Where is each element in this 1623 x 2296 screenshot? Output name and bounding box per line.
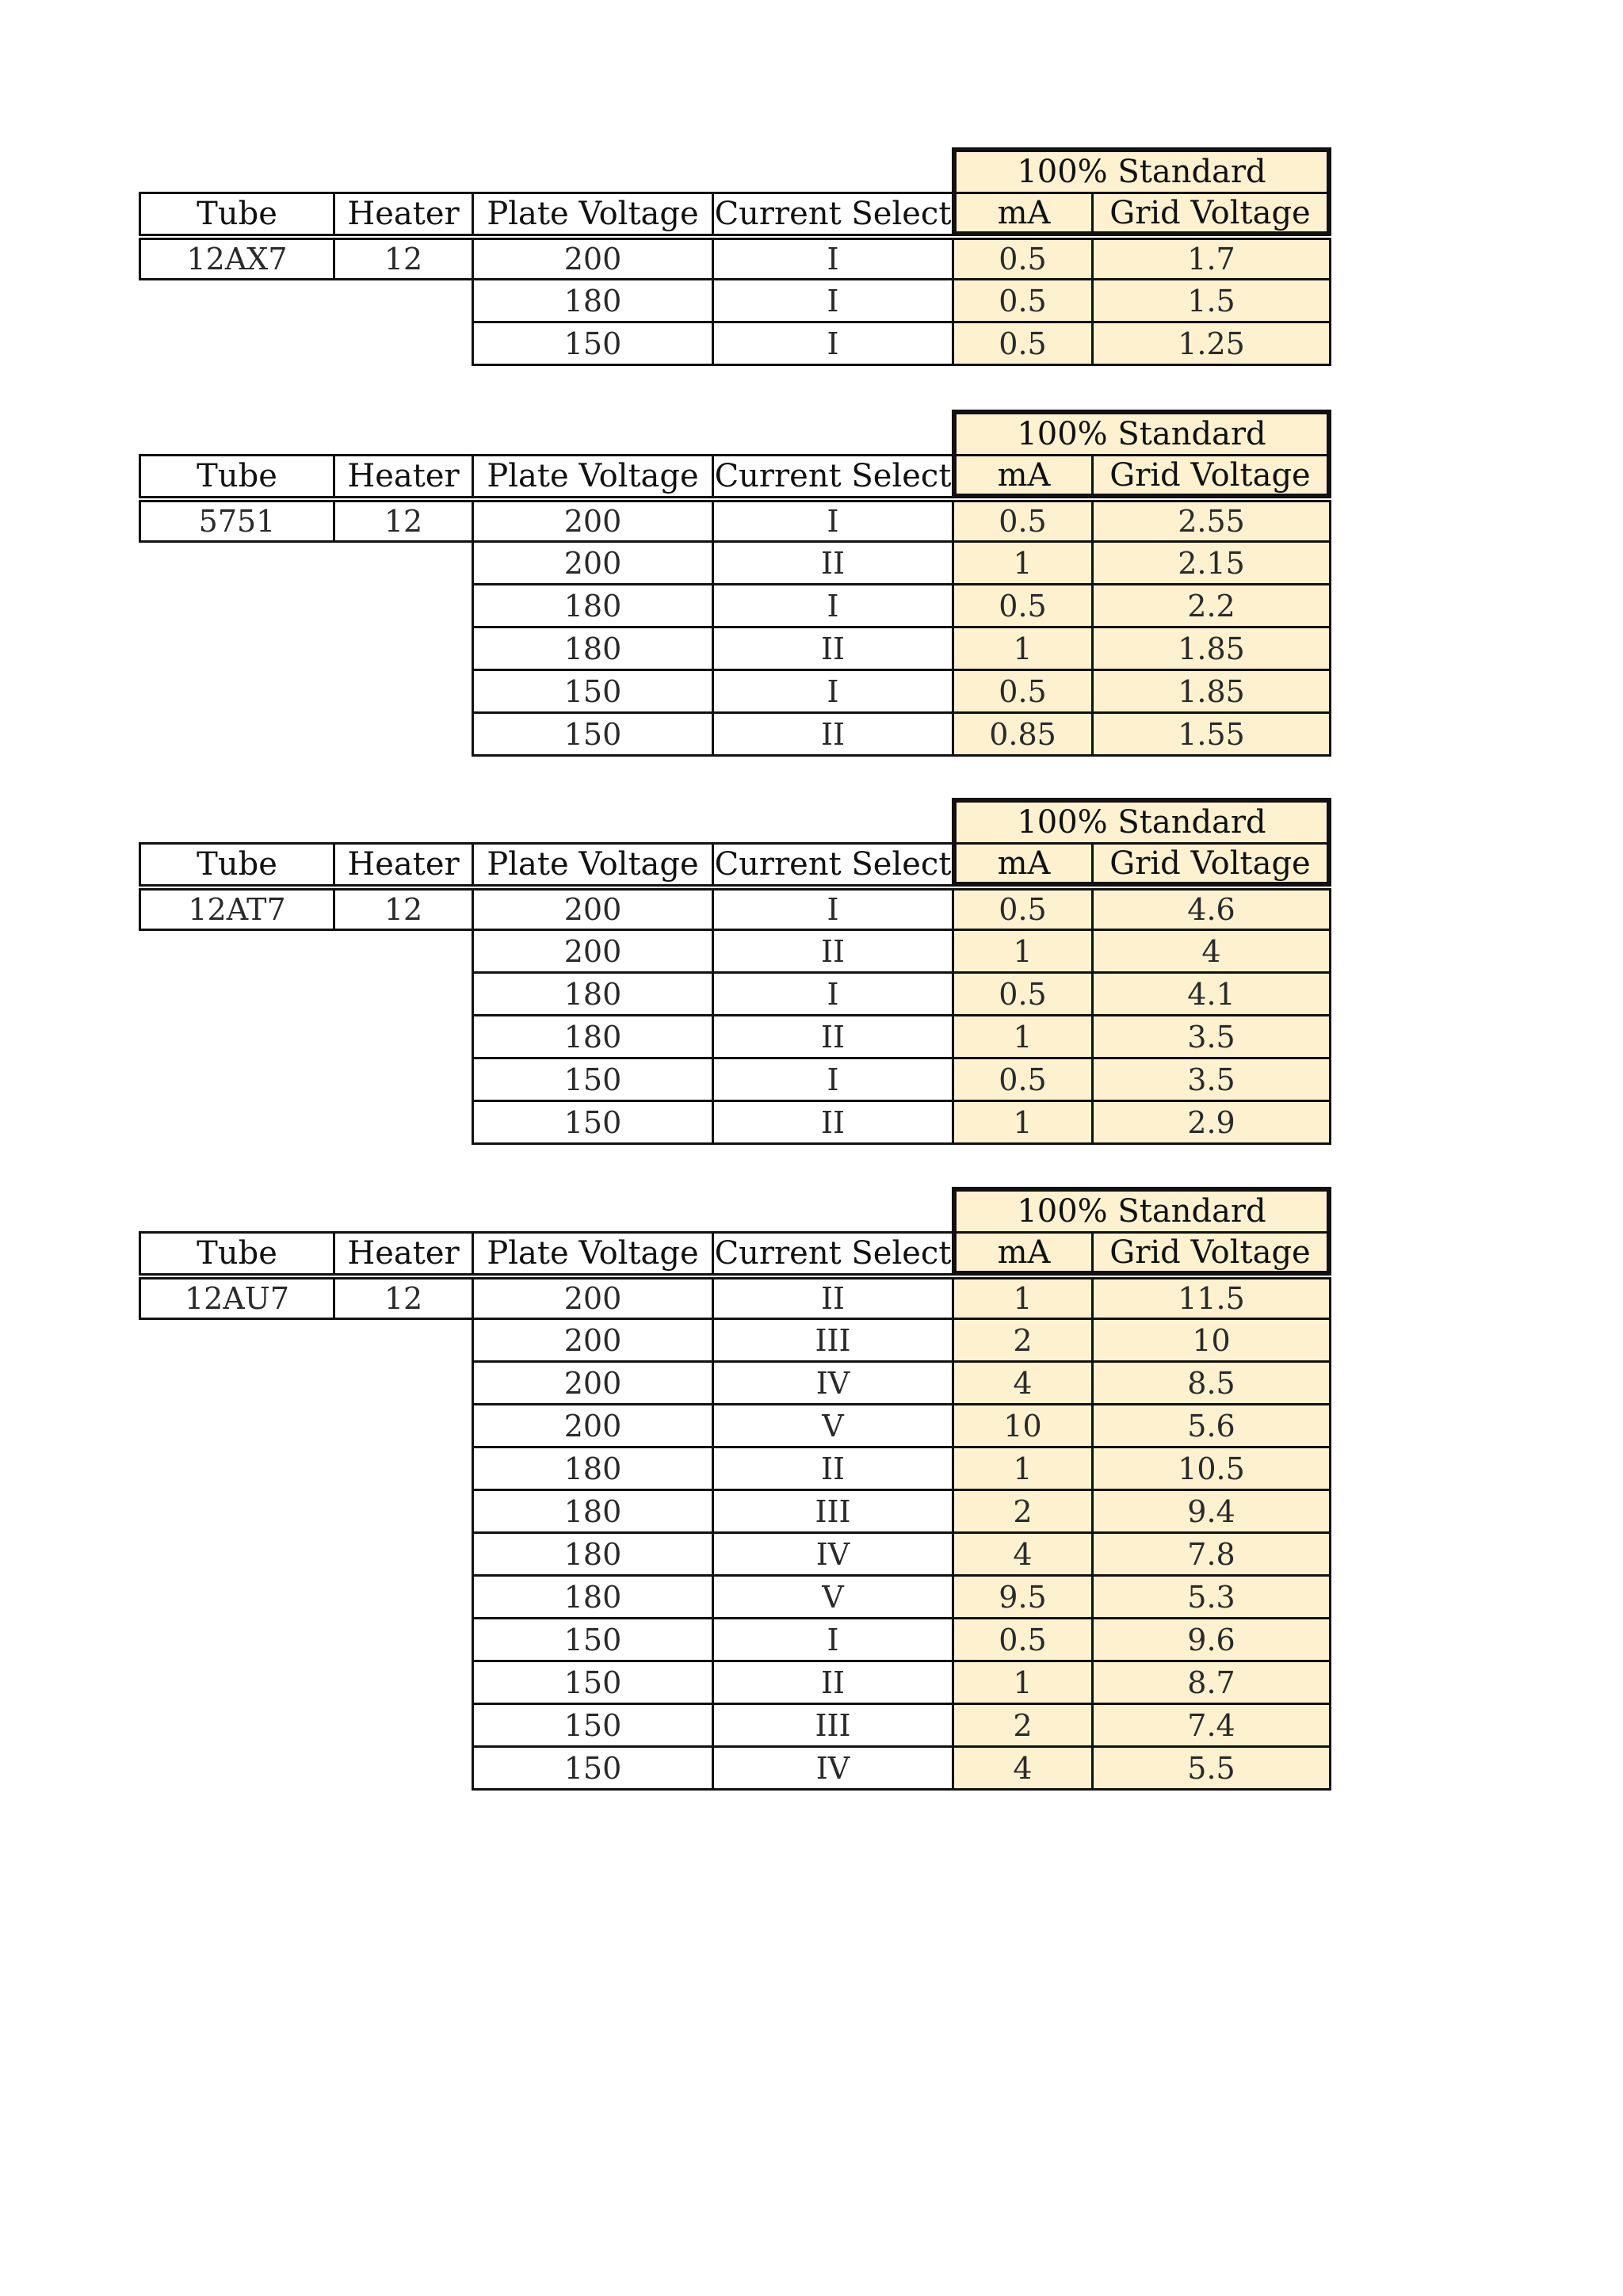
plate-voltage-cell: 180 (472, 585, 712, 628)
grid-voltage-cell: 1.85 (1091, 628, 1331, 671)
ma-cell: 9.5 (952, 1577, 1091, 1619)
ma-cell: 0.5 (952, 888, 1091, 931)
grid-voltage-cell: 11.5 (1091, 1277, 1331, 1320)
column-header-grid-voltage: Grid Voltage (1091, 192, 1331, 236)
heater-cell: 12 (333, 888, 472, 931)
current-select-cell: II (712, 628, 952, 671)
ma-cell: 4 (952, 1748, 1091, 1791)
column-header-heater: Heater (333, 842, 472, 887)
current-select-cell: II (712, 931, 952, 974)
plate-voltage-cell: 180 (472, 280, 712, 323)
column-header-ma: mA (952, 1231, 1091, 1276)
heater-cell: 12 (333, 500, 472, 543)
plate-voltage-cell: 200 (472, 931, 712, 974)
grid-voltage-cell: 10.5 (1091, 1448, 1331, 1491)
standard-header: 100% Standard (952, 410, 1331, 454)
grid-voltage-cell: 5.3 (1091, 1577, 1331, 1619)
column-header-grid-voltage: Grid Voltage (1091, 842, 1331, 887)
plate-voltage-cell: 150 (472, 1059, 712, 1102)
ma-cell: 2 (952, 1705, 1091, 1748)
ma-cell: 1 (952, 1277, 1091, 1320)
current-select-cell: II (712, 1448, 952, 1491)
current-select-cell: I (712, 671, 952, 714)
current-select-cell: II (712, 714, 952, 757)
grid-voltage-cell: 2.9 (1091, 1102, 1331, 1145)
plate-voltage-cell: 150 (472, 1102, 712, 1145)
grid-voltage-cell: 2.55 (1091, 500, 1331, 543)
ma-cell: 2 (952, 1491, 1091, 1534)
standard-header: 100% Standard (952, 147, 1331, 192)
grid-voltage-cell: 5.5 (1091, 1748, 1331, 1791)
current-select-cell: I (712, 500, 952, 543)
plate-voltage-cell: 200 (472, 500, 712, 543)
ma-cell: 4 (952, 1534, 1091, 1577)
ma-cell: 1 (952, 1016, 1091, 1059)
plate-voltage-cell: 150 (472, 671, 712, 714)
ma-cell: 0.85 (952, 714, 1091, 757)
column-header-current-select: Current Select (712, 1231, 952, 1276)
column-header-ma: mA (952, 192, 1091, 236)
current-select-cell: I (712, 238, 952, 280)
ma-cell: 0.5 (952, 323, 1091, 366)
plate-voltage-cell: 150 (472, 1705, 712, 1748)
column-header-heater: Heater (333, 454, 472, 498)
tube-cell: 12AT7 (139, 888, 333, 931)
current-select-cell: III (712, 1705, 952, 1748)
ma-cell: 0.5 (952, 1059, 1091, 1102)
ma-cell: 0.5 (952, 280, 1091, 323)
ma-cell: 0.5 (952, 974, 1091, 1016)
plate-voltage-cell: 200 (472, 888, 712, 931)
column-header-tube: Tube (139, 454, 333, 498)
ma-cell: 0.5 (952, 585, 1091, 628)
current-select-cell: II (712, 1662, 952, 1705)
current-select-cell: I (712, 323, 952, 366)
ma-cell: 2 (952, 1320, 1091, 1363)
grid-voltage-cell: 7.8 (1091, 1534, 1331, 1577)
heater-cell: 12 (333, 238, 472, 280)
grid-voltage-cell: 9.4 (1091, 1491, 1331, 1534)
grid-voltage-cell: 1.25 (1091, 323, 1331, 366)
grid-voltage-cell: 2.2 (1091, 585, 1331, 628)
current-select-cell: I (712, 1619, 952, 1662)
current-select-cell: II (712, 1102, 952, 1145)
grid-voltage-cell: 1.55 (1091, 714, 1331, 757)
plate-voltage-cell: 200 (472, 1320, 712, 1363)
plate-voltage-cell: 180 (472, 974, 712, 1016)
plate-voltage-cell: 200 (472, 1363, 712, 1405)
ma-cell: 0.5 (952, 500, 1091, 543)
grid-voltage-cell: 8.7 (1091, 1662, 1331, 1705)
plate-voltage-cell: 180 (472, 1491, 712, 1534)
grid-voltage-cell: 3.5 (1091, 1016, 1331, 1059)
grid-voltage-cell: 1.7 (1091, 238, 1331, 280)
current-select-cell: I (712, 585, 952, 628)
tube-cell: 5751 (139, 500, 333, 543)
current-select-cell: II (712, 1277, 952, 1320)
ma-cell: 0.5 (952, 671, 1091, 714)
plate-voltage-cell: 200 (472, 543, 712, 585)
grid-voltage-cell: 4 (1091, 931, 1331, 974)
column-header-ma: mA (952, 454, 1091, 498)
grid-voltage-cell: 2.15 (1091, 543, 1331, 585)
current-select-cell: V (712, 1577, 952, 1619)
plate-voltage-cell: 180 (472, 1534, 712, 1577)
column-header-current-select: Current Select (712, 192, 952, 236)
ma-cell: 10 (952, 1405, 1091, 1448)
grid-voltage-cell: 1.85 (1091, 671, 1331, 714)
current-select-cell: II (712, 1016, 952, 1059)
plate-voltage-cell: 200 (472, 1405, 712, 1448)
plate-voltage-cell: 150 (472, 323, 712, 366)
current-select-cell: III (712, 1320, 952, 1363)
ma-cell: 0.5 (952, 238, 1091, 280)
current-select-cell: IV (712, 1534, 952, 1577)
column-header-ma: mA (952, 842, 1091, 887)
ma-cell: 1 (952, 1662, 1091, 1705)
current-select-cell: I (712, 1059, 952, 1102)
current-select-cell: I (712, 280, 952, 323)
heater-cell: 12 (333, 1277, 472, 1320)
grid-voltage-cell: 1.5 (1091, 280, 1331, 323)
tube-cell: 12AU7 (139, 1277, 333, 1320)
column-header-grid-voltage: Grid Voltage (1091, 1231, 1331, 1276)
column-header-plate-voltage: Plate Voltage (472, 842, 712, 887)
column-header-plate-voltage: Plate Voltage (472, 1231, 712, 1276)
plate-voltage-cell: 180 (472, 1448, 712, 1491)
tube-cell: 12AX7 (139, 238, 333, 280)
grid-voltage-cell: 9.6 (1091, 1619, 1331, 1662)
plate-voltage-cell: 180 (472, 1016, 712, 1059)
column-header-grid-voltage: Grid Voltage (1091, 454, 1331, 498)
grid-voltage-cell: 10 (1091, 1320, 1331, 1363)
standard-header: 100% Standard (952, 798, 1331, 842)
column-header-tube: Tube (139, 1231, 333, 1276)
current-select-cell: IV (712, 1748, 952, 1791)
grid-voltage-cell: 7.4 (1091, 1705, 1331, 1748)
plate-voltage-cell: 150 (472, 1662, 712, 1705)
ma-cell: 1 (952, 1102, 1091, 1145)
ma-cell: 1 (952, 1448, 1091, 1491)
grid-voltage-cell: 8.5 (1091, 1363, 1331, 1405)
plate-voltage-cell: 200 (472, 238, 712, 280)
column-header-heater: Heater (333, 1231, 472, 1276)
column-header-plate-voltage: Plate Voltage (472, 454, 712, 498)
current-select-cell: IV (712, 1363, 952, 1405)
current-select-cell: I (712, 974, 952, 1016)
column-header-current-select: Current Select (712, 842, 952, 887)
ma-cell: 1 (952, 543, 1091, 585)
column-header-tube: Tube (139, 192, 333, 236)
plate-voltage-cell: 180 (472, 628, 712, 671)
plate-voltage-cell: 180 (472, 1577, 712, 1619)
ma-cell: 1 (952, 931, 1091, 974)
column-header-heater: Heater (333, 192, 472, 236)
grid-voltage-cell: 3.5 (1091, 1059, 1331, 1102)
column-header-current-select: Current Select (712, 454, 952, 498)
plate-voltage-cell: 150 (472, 714, 712, 757)
grid-voltage-cell: 5.6 (1091, 1405, 1331, 1448)
current-select-cell: I (712, 888, 952, 931)
column-header-plate-voltage: Plate Voltage (472, 192, 712, 236)
plate-voltage-cell: 150 (472, 1619, 712, 1662)
column-header-tube: Tube (139, 842, 333, 887)
plate-voltage-cell: 150 (472, 1748, 712, 1791)
standard-header: 100% Standard (952, 1187, 1331, 1231)
current-select-cell: II (712, 543, 952, 585)
ma-cell: 0.5 (952, 1619, 1091, 1662)
plate-voltage-cell: 200 (472, 1277, 712, 1320)
ma-cell: 1 (952, 628, 1091, 671)
grid-voltage-cell: 4.6 (1091, 888, 1331, 931)
ma-cell: 4 (952, 1363, 1091, 1405)
current-select-cell: III (712, 1491, 952, 1534)
current-select-cell: V (712, 1405, 952, 1448)
grid-voltage-cell: 4.1 (1091, 974, 1331, 1016)
